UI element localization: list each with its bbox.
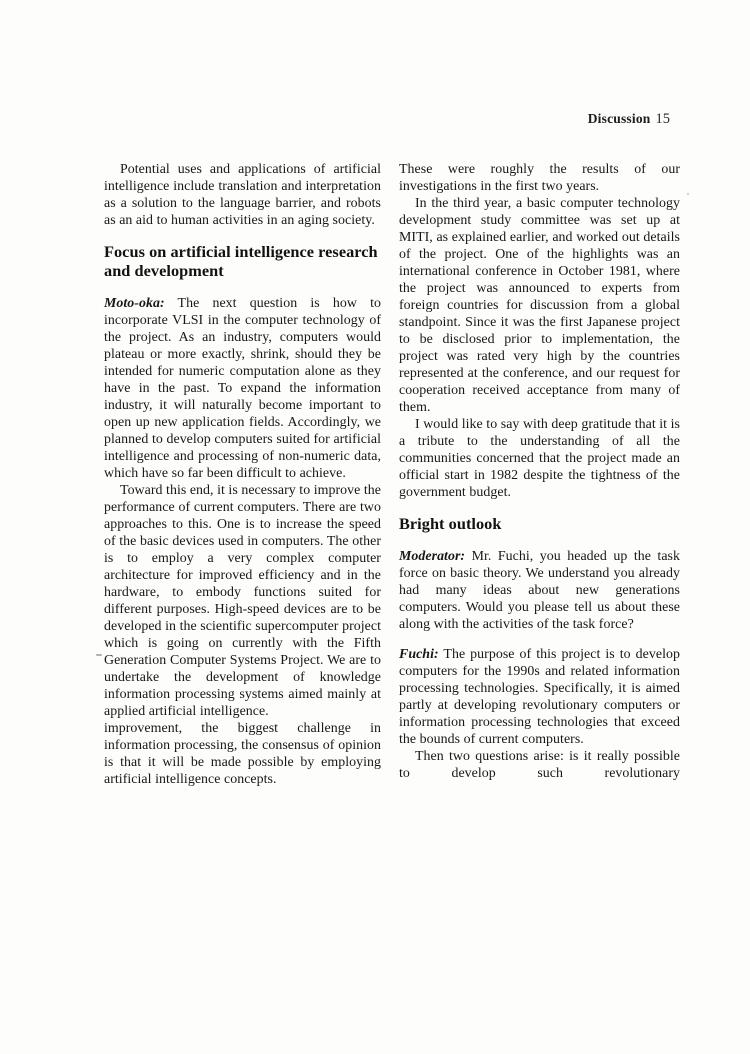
speaker-name-moderator: Moderator: [399, 549, 466, 564]
paragraph-toward: Toward this end, it is necessary to improve the performance of current computers. There are two approaches to this. One is to increase the speed of the basic devices used in computers. The other is to employ a very complex computer architecture for improved efficiency and in the hardware, to embody functions suited for different purposes. High-speed devices are to be developed in the scientific supercomputer project which is going on currently with the Fifth Generation Computer Systems Project. We are to undertake the development of knowledge information processing systems aimed mainly at applied artificial intelligence. [104, 483, 381, 719]
paragraph-intro: Potential uses and applications of artificial intelligence include translation and interpretation as a solution to the language barrier, and robots as an aid to human activities in an aging society. [104, 162, 381, 228]
speech-text-fuchi: The purpose of this project is to develop computers for the 1990s and related information processing technologies. Specifically, it is aimed partly at developing revolutionary computers or information processing technologies that exceed the bounds of current computers. [399, 647, 680, 747]
speech-text-moderator: Mr. Fuchi, you headed up the task force on basic theory. We understand you already had many ideas about new generations computers. Would you please tell us about these along with the activities of the task force? [399, 549, 680, 632]
speech-text-motooka: The next question is how to incorporate VLSI in the computer technology of the project. As an industry, computers would plateau or more exactly, shrink, should they be intended for numeric computation alone as they have in the past. To expand the information industry, it will naturally become important to open up new application fields. Accordingly, we planned to develop computers suited for artificial intelligence and processing of non-numeric data, which have so far been difficult to achieve. [104, 296, 381, 481]
speaker-name-fuchi: Fuchi: [399, 647, 439, 662]
left-column [104, 161, 381, 788]
paragraph-results: These were roughly the results of our investigations in the first two years. [399, 162, 680, 194]
running-title: Discussion [587, 111, 651, 126]
paragraph-moderator [399, 548, 680, 633]
speaker-name-motooka: Moto-oka: [104, 296, 165, 311]
paragraph-gratitude: I would like to say with deep gratitude that it is a tribute to the understanding of all the communities concerned that the project made an official start in 1982 despite the tightness of the government budget. [399, 417, 680, 500]
paragraph-third-year: In the third year, a basic computer technology development study committee was set up at MITI, as explained earlier, and worked out details of the project. One of the highlights was an international conference in October 1981, where the project was announced to experts from foreign countries for discussion from a global standpoint. Since it was the first Japanese project to be disclosed prior to implementation, the project was rated very high by the countries represented at the conference, and our request for cooperation received acceptance from many of them. [399, 196, 680, 415]
page-number: 15 [655, 111, 670, 127]
scan-artifact-dash [96, 654, 102, 656]
scan-artifact-dot [687, 193, 689, 195]
paragraph-fuchi [399, 646, 680, 748]
right-column [399, 161, 680, 782]
section-heading-focus: Focus on artificial intelligence research and development [104, 242, 378, 280]
running-header [588, 111, 670, 128]
paragraph-fragment: improvement, the biggest challenge in information processing, the consensus of opinion is that it will be made possible by employing artificial intelligence concepts. [104, 721, 381, 787]
section-heading-bright-outlook: Bright outlook [399, 514, 502, 533]
paragraph-questions: Then two questions arise: is it really possible to develop such revolutionary [399, 749, 680, 781]
paragraph-motooka [104, 295, 381, 482]
